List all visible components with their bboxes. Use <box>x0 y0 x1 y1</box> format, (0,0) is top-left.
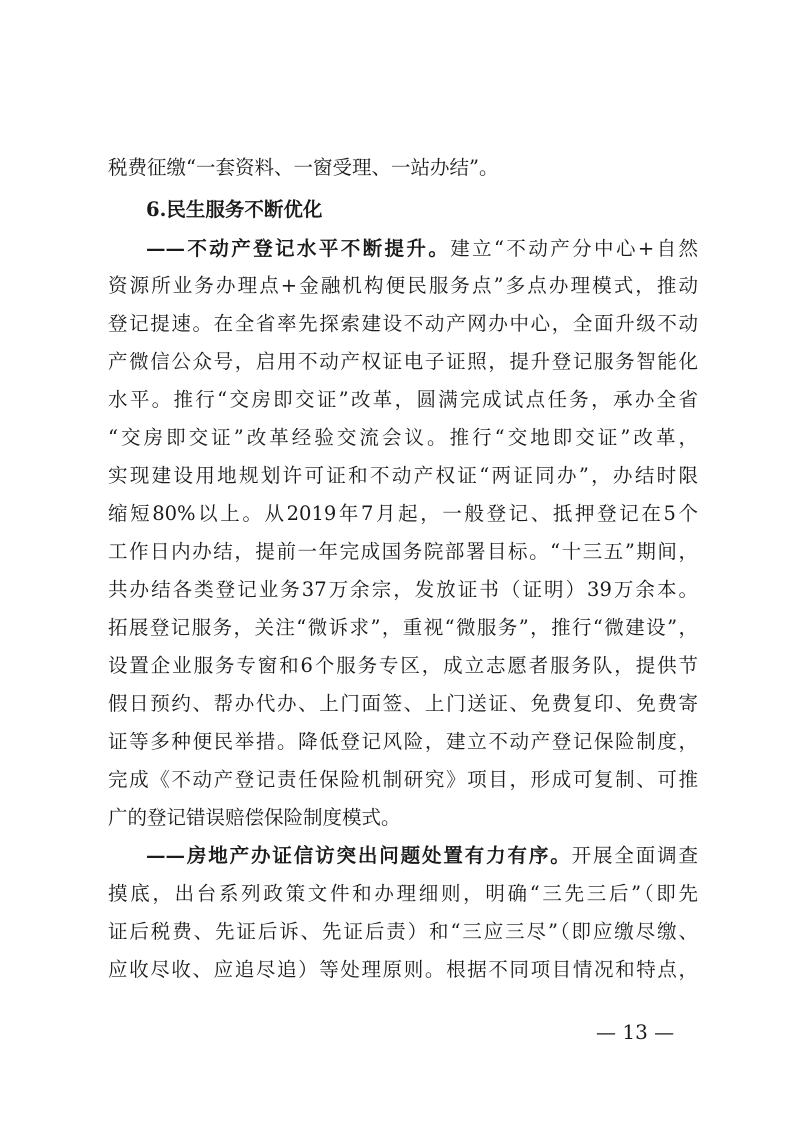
paragraph-line: 设置企业服务专窗和6个服务专区，成立志愿者服务队，提供节 <box>108 654 698 677</box>
page-number: — 13 — <box>596 1020 675 1044</box>
paragraph-line: 广的登记错误赔偿保险制度模式。 <box>108 806 401 829</box>
paragraph-line: 假日预约、帮办代办、上门面签、上门送证、免费复印、免费寄 <box>108 692 698 715</box>
paragraph-line: 证后税费、先证后诉、先证后责）和“三应三尽”（即应缴尽缴、 <box>108 920 698 943</box>
paragraph-line: 应收尽收、应追尽追）等处理原则。根据不同项目情况和特点， <box>108 958 698 981</box>
paragraph-line: 拓展登记服务，关注“微诉求”，重视“微服务”，推行“微建设”， <box>108 616 698 639</box>
paragraph-lead: ——不动产登记水平不断提升。 <box>146 237 451 260</box>
paragraph-first-line <box>146 239 698 259</box>
paragraph-lead: ——房地产办证信访突出问题处置有力有序。 <box>146 844 572 867</box>
paragraph-line: 水平。推行“交房即交证”改革，圆满完成试点任务，承办全省 <box>108 388 698 411</box>
section-heading: 6.民生服务不断优化 <box>146 198 323 221</box>
paragraph-line: 产微信公众号，启用不动产权证电子证照，提升登记服务智能化 <box>108 350 698 373</box>
paragraph-line: 工作日内办结，提前一年完成国务院部署目标。“十三五”期间， <box>108 540 698 563</box>
paragraph-first-line <box>146 846 698 866</box>
paragraph-line: “交房即交证”改革经验交流会议。推行“交地即交证”改革， <box>108 426 698 449</box>
paragraph-line: 登记提速。在全省率先探索建设不动产网办中心，全面升级不动 <box>108 312 698 335</box>
paragraph-text: 建立“不动产分中心+自然 <box>450 237 698 260</box>
paragraph-line: 完成《不动产登记责任保险机制研究》项目，形成可复制、可推 <box>108 768 698 791</box>
paragraph-line: 摸底，出台系列政策文件和办理细则，明确“三先三后”（即先 <box>108 882 698 905</box>
paragraph-line: 资源所业务办理点+金融机构便民服务点”多点办理模式，推动 <box>108 274 698 297</box>
paragraph-line: 共办结各类登记业务37万余宗，发放证书（证明）39万余本。 <box>108 578 698 601</box>
paragraph-text: 开展全面调查 <box>571 844 698 867</box>
paragraph-line: 实现建设用地规划许可证和不动产权证“两证同办”，办结时限 <box>108 464 698 487</box>
paragraph-line: 证等多种便民举措。降低登记风险，建立不动产登记保险制度， <box>108 730 698 753</box>
paragraph-line: 缩短80%以上。从2019年7月起，一般登记、抵押登记在5个 <box>108 502 698 525</box>
paragraph-line: 税费征缴“一套资料、一窗受理、一站办结”。 <box>108 156 499 179</box>
